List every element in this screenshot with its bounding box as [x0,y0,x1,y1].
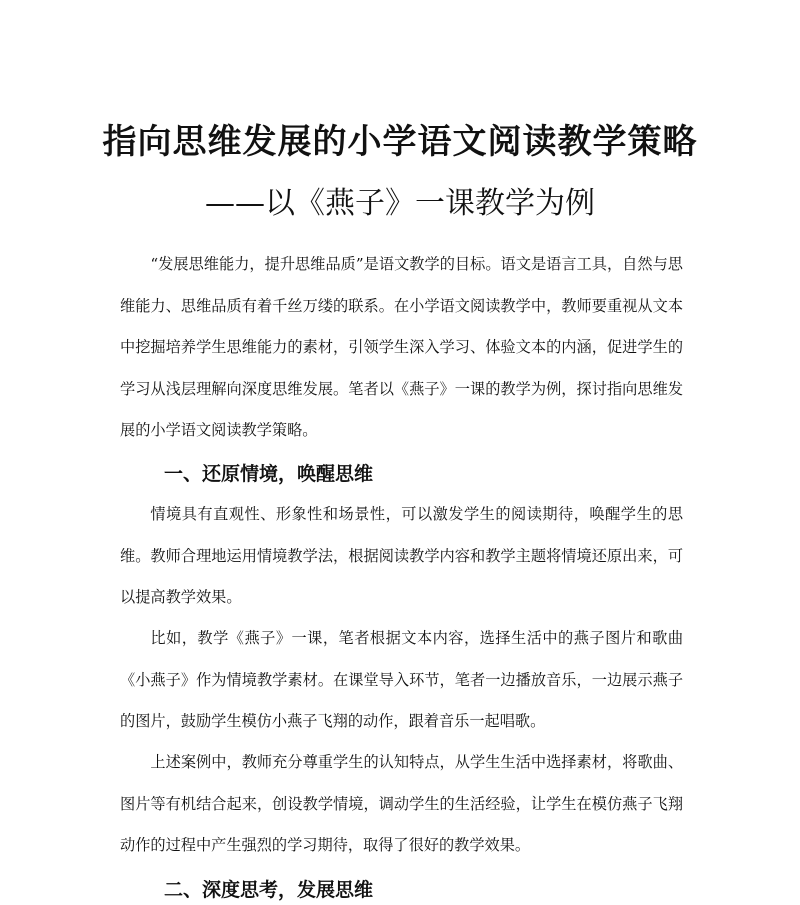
document-subtitle: ——以《燕子》一课教学为例 [205,186,595,221]
section-1-paragraph-1: 情境具有直观性、形象性和场景性，可以激发学生的阅读期待，唤醒学生的思维。教师合理地运用情境教学法，根据阅读教学内容和教学主题将情境还原出来，可以提高教学效果。 [120,505,683,606]
document-title: 指向思维发展的小学语文阅读教学策略 [102,122,698,162]
section-1-paragraph-2: 比如，教学《燕子》一课，笔者根据文本内容，选择生活中的燕子图片和歌曲《小燕子》作为情境教学素材。在课堂导入环节，笔者一边播放音乐，一边展示燕子的图片，鼓励学生模仿小燕子飞翔的动作，跟着音乐一起唱歌。 [120,629,683,730]
section-1-paragraph-3: 上述案例中，教师充分尊重学生的认知特点，从学生生活中选择素材，将歌曲、图片等有机结合起来，创设教学情境，调动学生的生活经验，让学生在模仿燕子飞翔动作的过程中产生强烈的学习期待，取得了很好的教学效果。 [120,753,683,854]
section-heading-2: 二、深度思考，发展思维 [164,879,374,901]
intro-paragraph: “发展思维能力，提升思维品质”是语文教学的目标。语文是语言工具，自然与思维能力、思维品质有着千丝万缕的联系。在小学语文阅读教学中，教师要重视从文本中挖掘培养学生思维能力的素材，引领学生深入学习、体验文本的内涵，促进学生的学习从浅层理解向深度思维发展。笔者以《燕子》一课的教学为例，探讨指向思维发展的小学语文阅读教学策略。 [120,255,683,439]
section-heading-1: 一、还原情境，唤醒思维 [164,463,374,485]
